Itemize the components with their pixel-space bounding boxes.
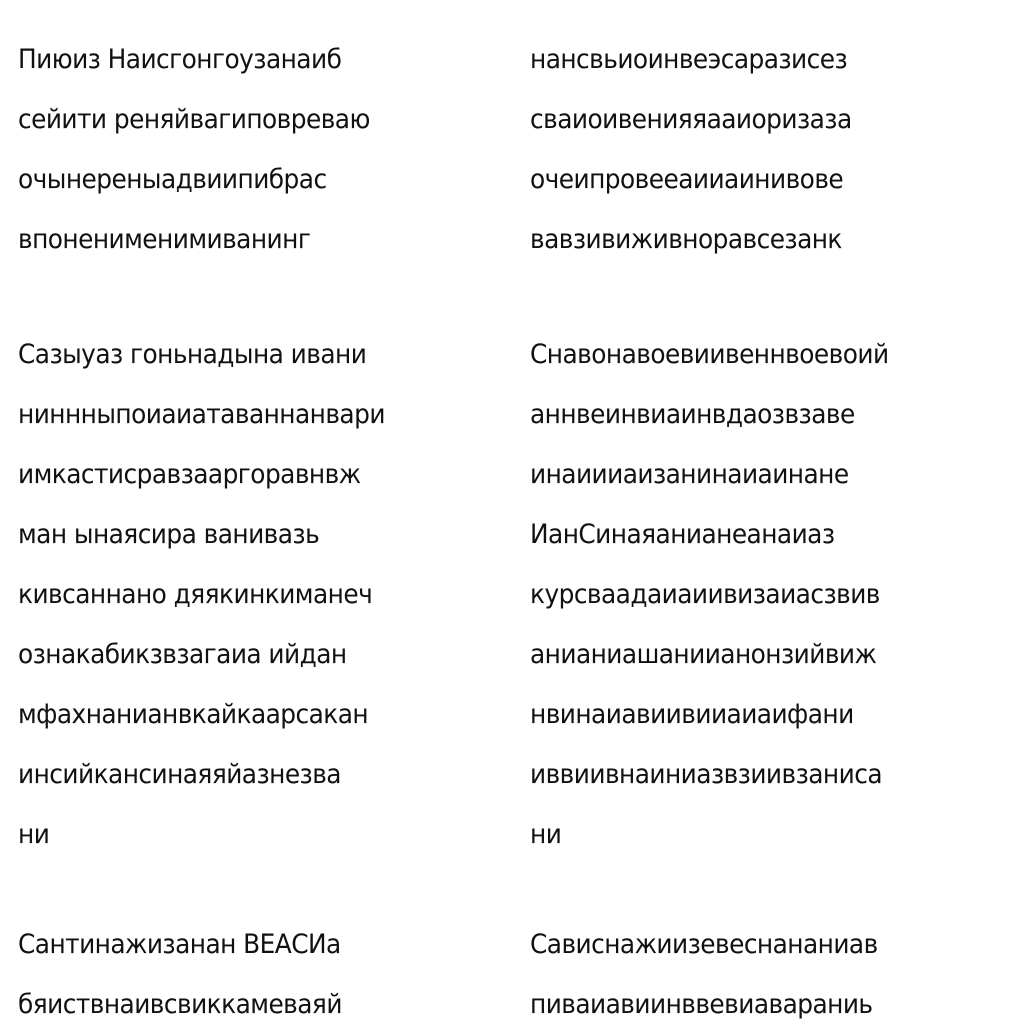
text-line: Снавонавоевиивеннвоевоий: [530, 339, 889, 370]
text-line: инсийкансинаяяйазнезва: [18, 759, 341, 790]
paragraph: [530, 325, 990, 865]
text-line: анианиашаниианонзийвиж: [530, 639, 877, 670]
text-line: сейити реняйвагиповреваю: [18, 104, 370, 135]
text-line: нвинаиавиивииаиаифани: [530, 699, 854, 730]
text-line: ни: [18, 819, 50, 850]
text-line: бяиствнаивсвиккамеваяй: [18, 989, 342, 1020]
paragraph: [18, 915, 478, 1035]
text-line: инаиииаизанинаиаинане: [530, 459, 849, 490]
text-line: кивсаннано дяякинкиманеч: [18, 579, 373, 610]
text-line: аннвеинвиаинвдаозвзаве: [530, 399, 855, 430]
text-line: мфахнанианвкайкаарсакан: [18, 699, 369, 730]
text-line: Сависнажиизевеснананиав: [530, 929, 878, 960]
paragraph: [530, 915, 990, 1035]
text-line: ИанСинаяанианеанаиаз: [530, 519, 835, 550]
text-line: пиваиавиинввевиавараниь: [530, 989, 873, 1020]
text-line: ниннныпоиаиатаваннанвари: [18, 399, 385, 430]
text-line: сваиоивенияяааиоризаза: [530, 104, 852, 135]
text-line: очынереныадвиипибрас: [18, 164, 327, 195]
paragraph: [530, 30, 990, 270]
text-line: курсваадаиаиивизаиасзвив: [530, 579, 880, 610]
text-line: Пиюиз Наисгонгоузанаиб: [18, 44, 342, 75]
text-line: ман ынаясира ванивазь: [18, 519, 320, 550]
text-line: нансвьиоинвеэсаразисез: [530, 44, 848, 75]
text-line: ознакабикзвзагаиа ийдан: [18, 639, 347, 670]
text-line: имкастисравзааргоравнвж: [18, 459, 361, 490]
text-line: Сазыуаз гоньнадына ивани: [18, 339, 367, 370]
text-line: впоненименимиванинг: [18, 224, 311, 255]
paragraph: [18, 30, 478, 270]
paragraph: [18, 325, 478, 865]
text-line: Сантинажизанан ВЕАСИа: [18, 929, 341, 960]
text-line: очеипровееаииаинивове: [530, 164, 844, 195]
text-line: ни: [530, 819, 562, 850]
text-line: вавзивиживноравсезанк: [530, 224, 842, 255]
text-line: иввиивнаиниазвзиивзаниса: [530, 759, 883, 790]
